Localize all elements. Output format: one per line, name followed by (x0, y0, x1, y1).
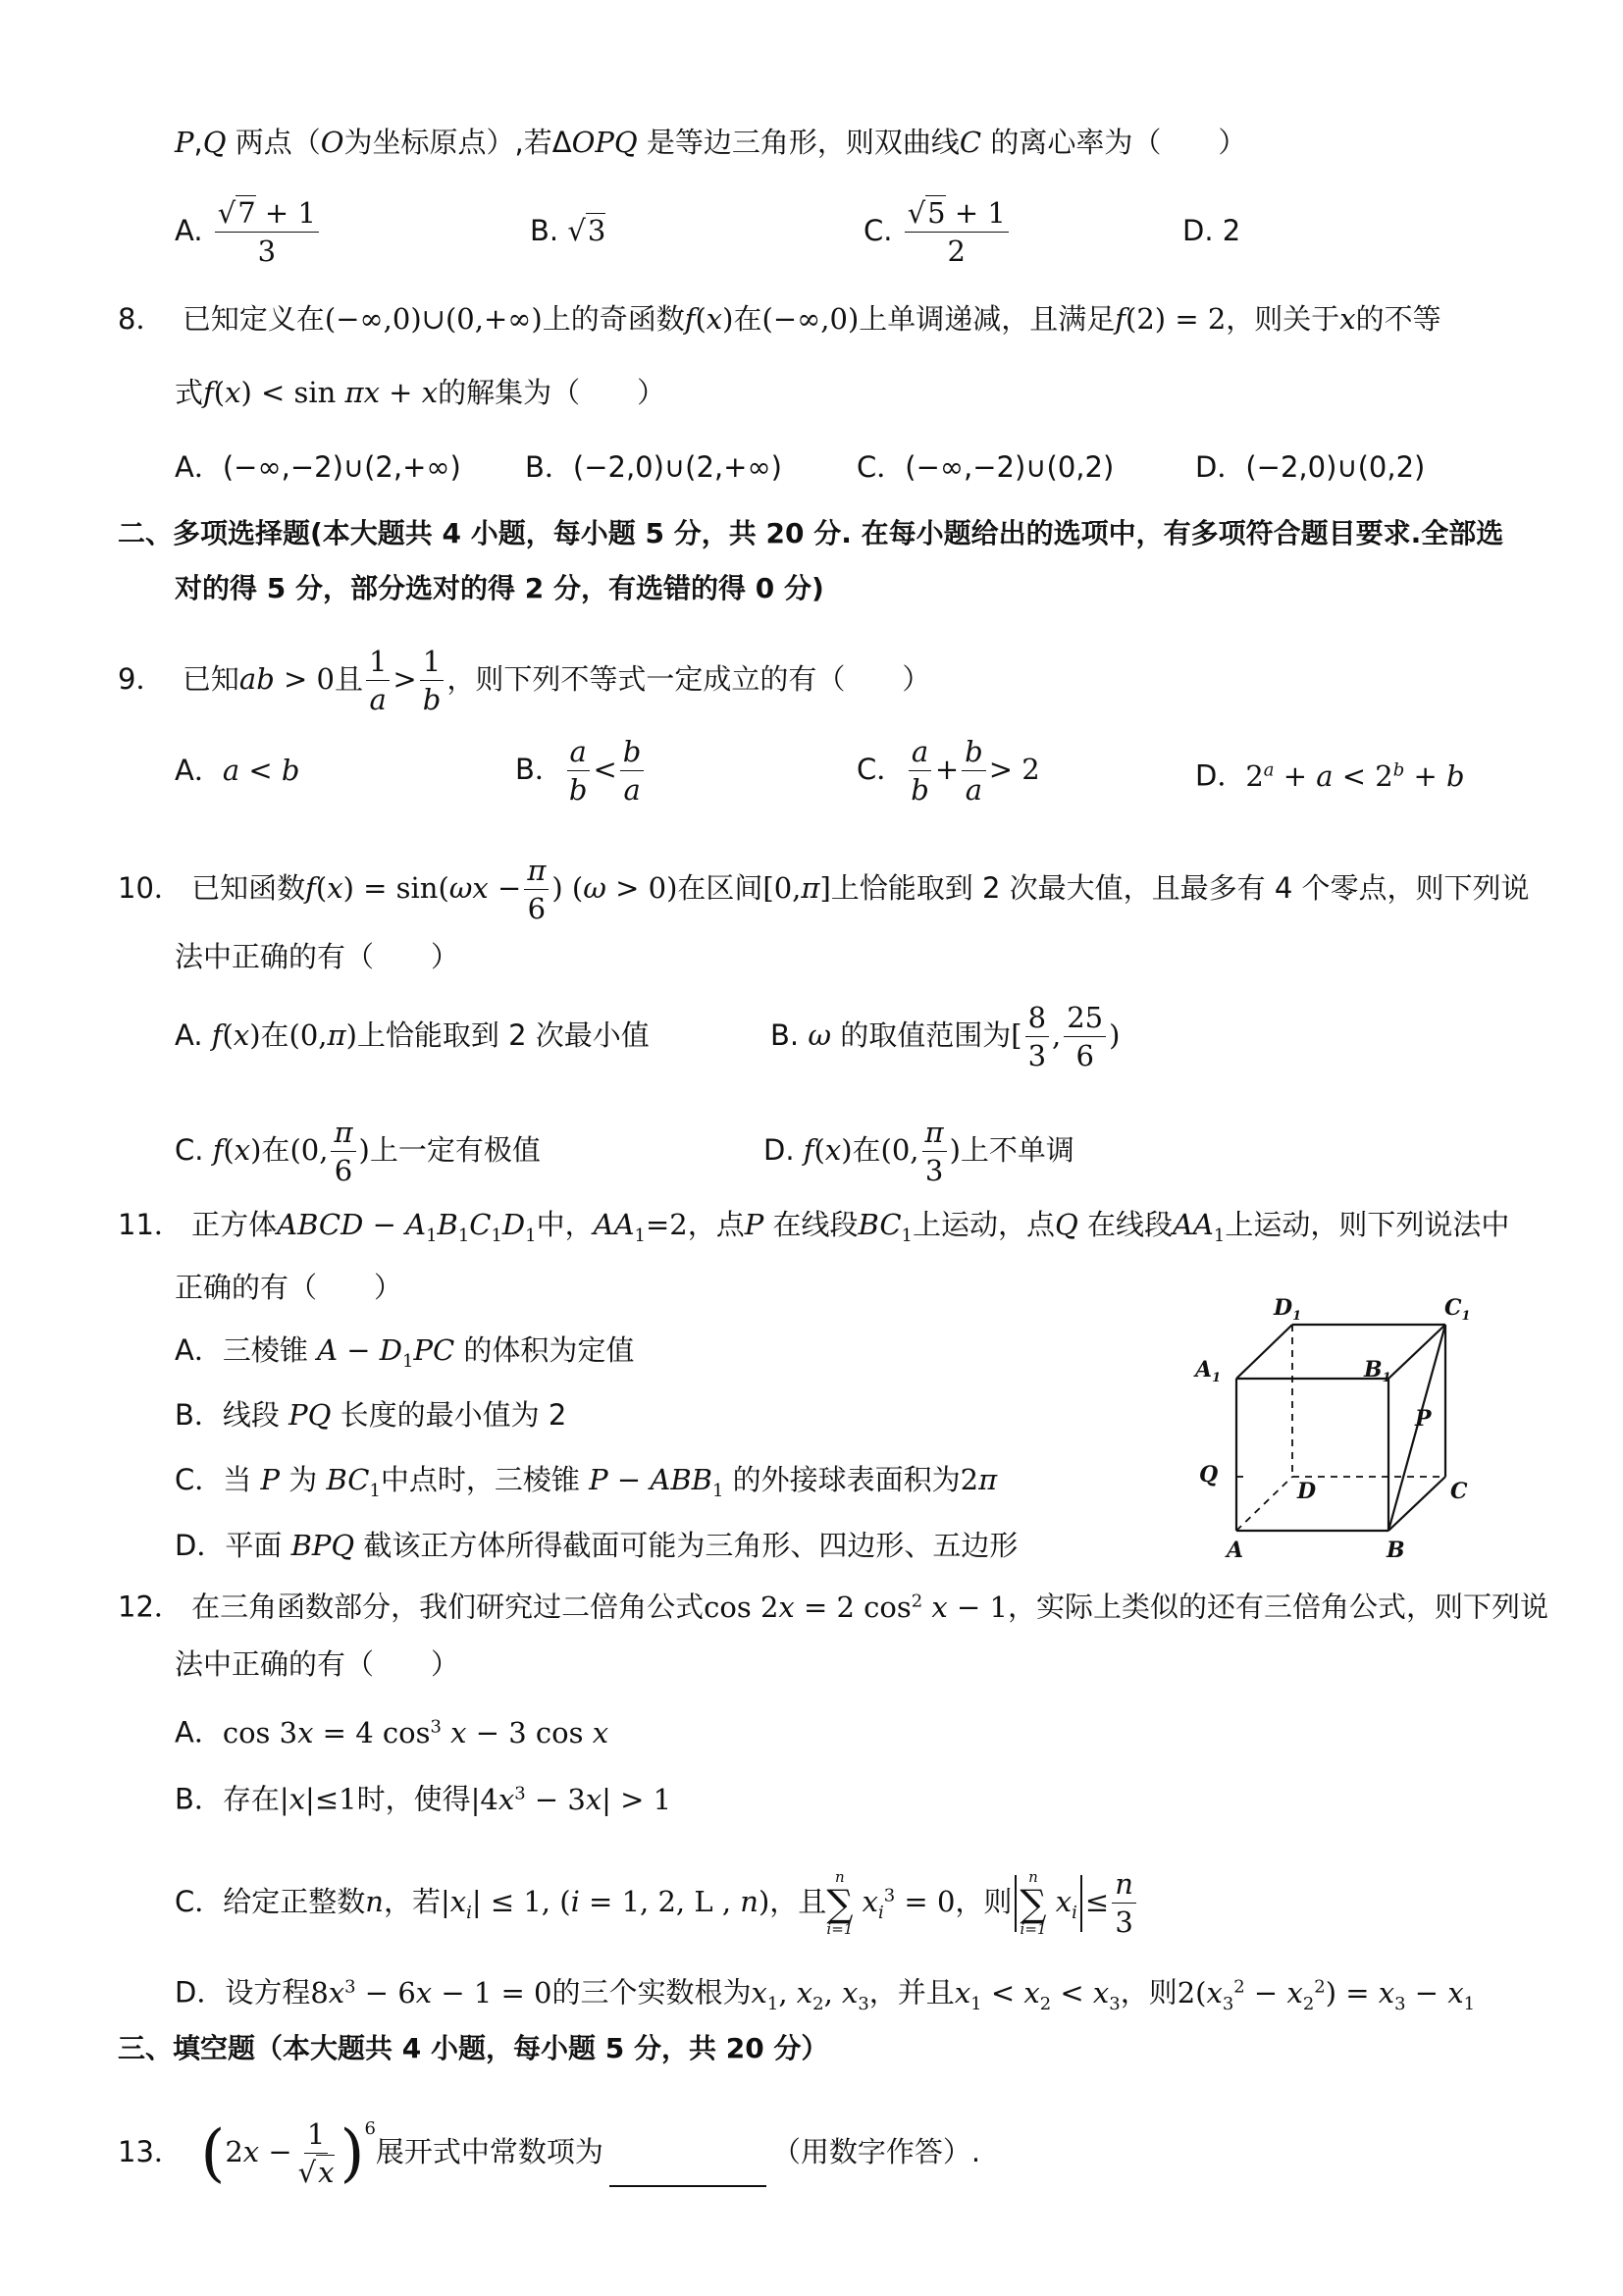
q11-option-c: C．当 P 为 $BC_1$中点时，三棱锥 $P - ABB_1$ 的外接球表面积为2π (175, 1463, 998, 1501)
q12-option-d-text2: 的三个实数根为 (551, 1975, 752, 2009)
q11-option-a-text2: 的体积为定值 (463, 1333, 635, 1367)
q8-option-d: D．(−2,0)∪(0,2) (1195, 450, 1426, 484)
q10-option-c: C. f(x)在(0, $\frac{\pi}{6}$ )上一定有极值 (175, 1116, 541, 1187)
q11-text5: 上运动，点 (912, 1208, 1055, 1241)
q10-line1: 10． 已知函数f(x) = sin(ωx − $\frac{\pi}{6}$ ) (ω > 0)在区间[0,π]上恰能取到 2 次最大值，且最多有 4 个零点，则下列说 (118, 854, 1530, 925)
q7-option-c (864, 196, 1012, 268)
q7-tail2: 为坐标原点）,若 (343, 126, 552, 159)
q11-option-d-text2: 截该正方体所得截面可能为三角形、四边形、五边形 (363, 1529, 1019, 1562)
q10-text3: 上恰能取到 2 次最大值，且最多有 4 个零点，则下列说 (830, 871, 1530, 905)
q12-option-b: B．存在|x|≤1时，使得$|4x^3 - 3x| > 1$ (175, 1782, 672, 1816)
edge-A1D1 (1236, 1325, 1292, 1379)
q9-option-c: C． $\frac{a}{b}$ + $\frac{b}{a}$ > 2 (857, 735, 1040, 807)
q9-option-d: D．$2^a + a < 2^b + b$ (1195, 758, 1465, 793)
q10-option-d-label: D. (763, 1133, 795, 1167)
q10-option-a-text1: 在 (260, 1018, 289, 1052)
q8-text1: 已知定义在 (182, 302, 325, 336)
q10-line2: 法中正确的有（ ） (175, 940, 460, 973)
q8-line2-b: 的解集为（ ） (438, 376, 666, 409)
q9-number: 9． (118, 662, 165, 696)
q8-option-a: A．(−∞,−2)∪(2,+∞) (175, 450, 461, 484)
q11-option-c-text3: 中点时，三棱锥 (380, 1463, 580, 1496)
q12-number: 12． (118, 1590, 183, 1624)
q7-option-b-label: B. (530, 214, 559, 247)
q11-option-b: B．线段 PQ 长度的最小值为 2 (175, 1398, 567, 1432)
q13-text2: （用数字作答）. (771, 2135, 981, 2168)
q9-option-a: A．a < b (175, 754, 300, 787)
q8-text3: 在 (733, 302, 762, 336)
q7-option-a (175, 196, 322, 268)
q11-text6: 在线段 (1086, 1208, 1173, 1241)
q10-option-c-text1: 在 (261, 1133, 290, 1167)
q11-option-c-text1: C．当 (175, 1463, 252, 1496)
label-Q: Q (1199, 1462, 1219, 1487)
q12-option-c-text1: C．给定正整数 (175, 1885, 366, 1918)
q11-option-d-text1: D．平面 (175, 1529, 283, 1562)
q8-option-b: B．(−2,0)∪(2,+∞) (525, 450, 782, 484)
q12-option-b-text1: B．存在 (175, 1782, 280, 1816)
q10-option-b-label: B. (770, 1018, 800, 1052)
q9-option-c-label: C． (857, 753, 906, 786)
q10-option-c-text2: 上一定有极值 (369, 1133, 541, 1167)
q8-text4: 上单调递减，且满足 (859, 302, 1116, 336)
q11-text4: 在线段 (772, 1208, 859, 1241)
q7-option-a-fraction: $\frac{√7 + 1}{3}$ (215, 199, 319, 266)
q7-tail: 两点（ (235, 126, 321, 159)
q12-text2: ，实际上类似的还有三倍角公式，则下列说 (1007, 1590, 1548, 1624)
label-B1: $B_1$ (1364, 1357, 1391, 1385)
q11-option-c-text2: 为 (288, 1463, 318, 1496)
q7-option-c-fraction: $\frac{√5 + 1}{2}$ (905, 199, 1009, 266)
q7-tail3: 是等边三角形，则双曲线 (646, 126, 960, 159)
q9-text3: ，则下列不等式一定成立的有（ ） (446, 662, 931, 696)
edge-AD (1236, 1477, 1292, 1531)
q11-option-a-text1: A．三棱锥 (175, 1333, 308, 1367)
q11-option-a: A．三棱锥 $A - D_1PC$ 的体积为定值 (175, 1333, 635, 1372)
section2-heading-line2: 对的得 5 分，部分选对的得 2 分，有选错的得 0 分) (175, 572, 824, 604)
q10-text2: 在区间 (677, 871, 763, 905)
q9-text2: 且 (334, 662, 363, 696)
label-C: C (1450, 1479, 1468, 1504)
q11-line1: 11． 正方体ABCD − $A_1B_1C_1D_1$中，$AA_1=2$，点P 在线段$BC_1$上运动，点Q 在线段$AA_1$上运动，则下列说法中 (118, 1208, 1510, 1246)
q13-text1: 展开式中常数项为 (375, 2135, 603, 2168)
q10-text1: 已知函数 (191, 871, 306, 905)
q9-option-d-label: D． (1195, 758, 1246, 793)
q7-option-b: B. √3 (530, 214, 606, 247)
q12-line2: 法中正确的有（ ） (175, 1647, 460, 1681)
label-A: A (1227, 1538, 1244, 1563)
label-D: D (1297, 1479, 1317, 1504)
label-B: B (1387, 1538, 1405, 1563)
q10-option-d: D. f(x)在(0, $\frac{\pi}{3}$ )上不单调 (763, 1116, 1074, 1187)
label-P: P (1415, 1406, 1432, 1432)
q11-number: 11． (118, 1208, 183, 1241)
q9-option-b: B． $\frac{a}{b}$ < $\frac{b}{a}$ (515, 738, 647, 805)
q8-text6: 的不等 (1355, 302, 1441, 336)
section3-heading: 三、填空题（本大题共 4 小题，每小题 5 分，共 20 分） (118, 2032, 829, 2064)
q7-option-d: D. 2 (1182, 214, 1241, 247)
q8-line2: 式f(x) < sin πx + x的解集为（ ） (175, 376, 666, 409)
q10-option-b: B. ω 的取值范围为[ $\frac{8}{3}$ , $\frac{25}{6}$ ) (770, 1001, 1121, 1072)
q12-option-c-text4: ，则 (955, 1885, 1013, 1918)
label-A1: $A_1$ (1195, 1357, 1222, 1385)
q13-number: 13． (118, 2135, 183, 2168)
q13-answer-blank[interactable] (609, 2156, 766, 2187)
q9-text1: 已知 (182, 662, 239, 696)
q12-option-d-text3: ，并且 (868, 1975, 955, 2009)
q12-line1: 12． 在三角函数部分，我们研究过二倍角公式cos 2x = 2 $\cos^2 x - 1$，实际上类似的还有三倍角公式，则下列说 (118, 1590, 1548, 1624)
q7-tail4: 的离心率为（ ） (990, 126, 1247, 159)
q12-text1: 在三角函数部分，我们研究过二倍角公式 (191, 1590, 705, 1624)
q8-line2-a: 式 (175, 376, 204, 409)
section2-heading-line1: 二、多项选择题(本大题共 4 小题，每小题 5 分，共 20 分. 在每小题给出的选项中，有多项符合题目要求.全部选 (118, 517, 1504, 549)
q10-option-c-label: C. (175, 1133, 204, 1167)
q10-option-a-label: A. (175, 1018, 203, 1052)
q10-option-b-text: 的取值范围为 (840, 1018, 1012, 1052)
q12-option-b-text2: 时，使得 (356, 1782, 471, 1816)
q12-option-c-text2: ，若 (383, 1885, 441, 1918)
q9-line1: 9． 已知ab > 0且 $\frac{1}{a}$ > $\frac{1}{b}$ ，则下列不等式一定成立的有（ ） (118, 645, 931, 716)
q9-option-b-label: B． (515, 753, 563, 786)
q13-line: 13． (2x − $\frac{1}{√x}$ )$^6$展开式中常数项为 （用数字作答）. (118, 2117, 981, 2190)
q12-option-a-label: A． (175, 1715, 223, 1749)
q10-option-d-text1: 在 (852, 1133, 881, 1167)
q11-option-d: D．平面 BPQ 截该正方体所得截面可能为三角形、四边形、五边形 (175, 1529, 1019, 1562)
q12-option-d-text1: D．设方程 (175, 1975, 311, 2009)
cube-figure (1187, 1280, 1482, 1575)
q10-option-a: A. f(x)在(0,π)上恰能取到 2 次最小值 (175, 1018, 650, 1052)
q12-option-c: C．给定正整数n，若$|x_i| \le 1$, (i = 1, 2, L , n)，且 n ∑ i=1 $x_i^3 = 0$，则 n ∑ i=1 $x_i$ ≤ $\frac{n}{3}$ (175, 1870, 1139, 1937)
q11-option-b-text2: 长度的最小值为 2 (340, 1398, 567, 1432)
q7-option-c-label: C. (864, 214, 893, 247)
q12-option-c-text3: ，且 (769, 1885, 827, 1918)
q11-line2: 正确的有（ ） (175, 1271, 403, 1304)
q8-line1: 8． 已知定义在(−∞,0)∪(0,+∞)上的奇函数f(x)在(−∞,0)上单调递减，且满足f(2) = 2，则关于x的不等 (118, 302, 1441, 336)
q8-option-c: C．(−∞,−2)∪(0,2) (857, 450, 1115, 484)
q10-option-d-text2: 上不单调 (960, 1133, 1074, 1167)
q11-text7: 上运动，则下列说法中 (1225, 1208, 1510, 1241)
q8-number: 8． (118, 302, 165, 336)
q8-text2: 上的奇函数 (542, 302, 685, 336)
q10-number: 10． (118, 871, 183, 905)
q10-option-a-text2: 上恰能取到 2 次最小值 (356, 1018, 650, 1052)
label-D1: $D_1$ (1274, 1295, 1302, 1324)
q7-option-a-label: A. (175, 214, 203, 247)
label-C1: $C_1$ (1444, 1295, 1471, 1324)
q11-text3: ，点 (687, 1208, 745, 1241)
q12-option-d: D．设方程$8x^3 - 6x - 1 = 0$的三个实数根为$x_1$, $x_2$, $x_3$，并且$x_1 < x_2 < x_3$，则$2(x_3^2 - x_2^2) = x_3 - x_1$ (175, 1975, 1476, 2014)
q12-option-a: A．cos 3x = 4 $\cos^3 x - 3$ cos x (175, 1715, 609, 1749)
q12-option-d-text4: ，则 (1120, 1975, 1178, 2009)
q11-option-b-text1: B．线段 (175, 1398, 280, 1432)
q7-text-line: P,Q 两点（O为坐标原点）,若ΔOPQ 是等边三角形，则双曲线C 的离心率为（ ） (175, 126, 1247, 159)
q11-option-c-text4: 的外接球表面积为 (732, 1463, 961, 1496)
q11-text1: 正方体 (191, 1208, 278, 1241)
q9-option-a-label: A． (175, 754, 223, 787)
q11-text2: 中， (536, 1208, 594, 1241)
q8-text5: ，则关于 (1226, 302, 1340, 336)
